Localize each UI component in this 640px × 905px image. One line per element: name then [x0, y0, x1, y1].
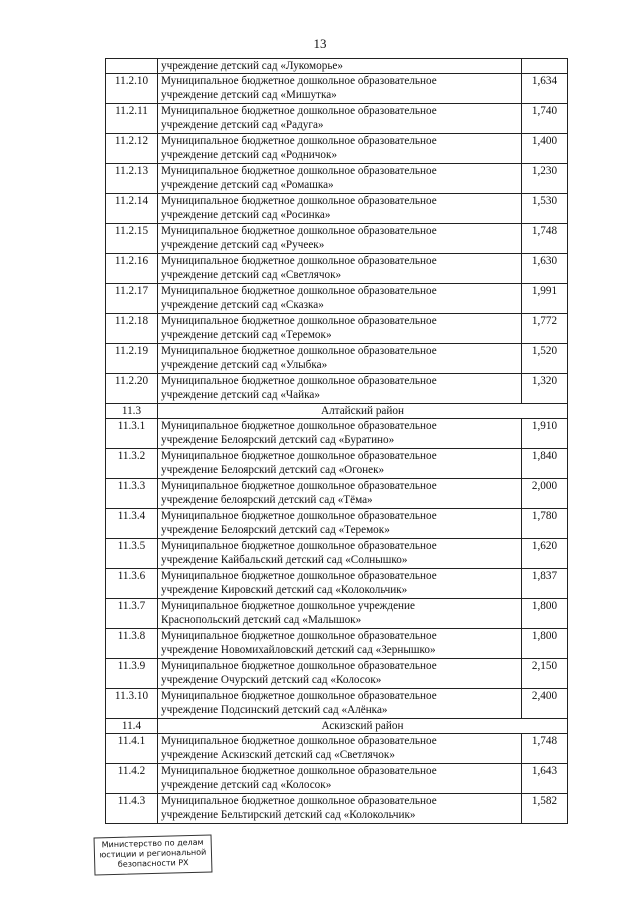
name-line: учреждение детский сад «Чайка» — [161, 389, 320, 401]
name-line: Муниципальное бюджетное дошкольное образовательное — [161, 75, 437, 87]
table-row — [106, 539, 568, 569]
name-line: Муниципальное бюджетное дошкольное образовательное — [161, 105, 437, 117]
cell-number: 11.3.4 — [106, 509, 158, 539]
name-line: Муниципальное бюджетное дошкольное образовательное — [161, 540, 437, 552]
table-row — [106, 449, 568, 479]
cell-name — [158, 569, 522, 599]
table-row — [106, 284, 568, 314]
table-row — [106, 794, 568, 824]
cell-value: 1,748 — [522, 224, 568, 254]
cell-number: 11.3.7 — [106, 599, 158, 629]
cell-name: учреждение детский сад «Лукоморье» — [158, 59, 522, 74]
institutions-table — [105, 58, 568, 824]
cell-number: 11.3.5 — [106, 539, 158, 569]
name-line: учреждение Аскизский детский сад «Светлячок» — [161, 749, 395, 761]
name-line: Муниципальное бюджетное дошкольное образовательное — [161, 660, 437, 672]
cell-value: 1,230 — [522, 164, 568, 194]
table-row — [106, 479, 568, 509]
name-line: Муниципальное бюджетное дошкольное образовательное — [161, 765, 437, 777]
table-row — [106, 314, 568, 344]
table-row — [106, 569, 568, 599]
name-line: Муниципальное бюджетное дошкольное образовательное — [161, 450, 437, 462]
cell-name — [158, 629, 522, 659]
name-line: учреждение Новомихайловский детский сад «Зернышко» — [161, 644, 436, 656]
table-row — [106, 374, 568, 404]
name-line: Муниципальное бюджетное дошкольное образовательное — [161, 135, 437, 147]
name-line: Муниципальное бюджетное дошкольное образовательное — [161, 225, 437, 237]
name-line: Муниципальное бюджетное дошкольное образовательное — [161, 345, 437, 357]
cell-number: 11.2.19 — [106, 344, 158, 374]
name-line: учреждение детский сад «Светлячок» — [161, 269, 342, 281]
cell-name — [158, 74, 522, 104]
name-line: учреждение Подсинский детский сад «Алёнка» — [161, 704, 388, 716]
cell-value: 1,800 — [522, 629, 568, 659]
section-title: Аскизский район — [158, 719, 568, 734]
name-line: Муниципальное бюджетное дошкольное образовательное — [161, 735, 437, 747]
cell-name — [158, 104, 522, 134]
cell-name — [158, 479, 522, 509]
table-row — [106, 659, 568, 689]
cell-number: 11.4.2 — [106, 764, 158, 794]
cell-name — [158, 599, 522, 629]
cell-number: 11.3.6 — [106, 569, 158, 599]
cell-number: 11.2.11 — [106, 104, 158, 134]
table-row — [106, 344, 568, 374]
cell-name — [158, 734, 522, 764]
cell-name — [158, 254, 522, 284]
name-line: Муниципальное бюджетное дошкольное образовательное — [161, 165, 437, 177]
name-line: учреждение детский сад «Колосок» — [161, 779, 332, 791]
name-line: учреждение детский сад «Родничок» — [161, 149, 338, 161]
name-line: учреждение детский сад «Ромашка» — [161, 179, 334, 191]
table-row — [106, 599, 568, 629]
name-line: учреждение детский сад «Мишутка» — [161, 89, 337, 101]
name-line: Муниципальное бюджетное дошкольное учреждение — [161, 600, 416, 612]
name-line: учреждение детский сад «Теремок» — [161, 329, 332, 341]
ministry-stamp — [94, 834, 213, 875]
name-line: учреждение детский сад «Улыбка» — [161, 359, 328, 371]
cell-name — [158, 284, 522, 314]
name-line: учреждение Кировский детский сад «Колокольчик» — [161, 584, 408, 596]
cell-number: 11.3.2 — [106, 449, 158, 479]
page-number: 13 — [313, 36, 327, 51]
name-line: учреждение Бельтирский детский сад «Колокольчик» — [161, 809, 416, 821]
table-body — [106, 59, 568, 824]
name-line: Муниципальное бюджетное дошкольное образовательное — [161, 285, 437, 297]
table-row — [106, 509, 568, 539]
cell-number: 11.2.13 — [106, 164, 158, 194]
cell-name — [158, 314, 522, 344]
cell-value: 1,748 — [522, 734, 568, 764]
stamp-line: безопасности РХ — [117, 858, 189, 869]
cell-name — [158, 689, 522, 719]
cell-name — [158, 344, 522, 374]
name-line: учреждение детский сад «Росинка» — [161, 209, 331, 221]
cell-value: 1,630 — [522, 254, 568, 284]
cell-number: 11.2.18 — [106, 314, 158, 344]
cell-value: 1,530 — [522, 194, 568, 224]
cell-value: 2,000 — [522, 479, 568, 509]
name-line: Муниципальное бюджетное дошкольное образовательное — [161, 195, 437, 207]
cell-name — [158, 509, 522, 539]
cell-value: 2,150 — [522, 659, 568, 689]
table-row — [106, 419, 568, 449]
cell-value — [522, 59, 568, 74]
cell-number: 11.3.1 — [106, 419, 158, 449]
cell-name — [158, 764, 522, 794]
cell-name — [158, 224, 522, 254]
cell-number: 11.2.15 — [106, 224, 158, 254]
cell-value: 1,582 — [522, 794, 568, 824]
cell-value: 1,772 — [522, 314, 568, 344]
section-row — [106, 719, 568, 734]
stamp-line: Министерство по делам — [101, 837, 204, 850]
cell-name — [158, 794, 522, 824]
name-line: Муниципальное бюджетное дошкольное образовательное — [161, 255, 437, 267]
table-row — [106, 254, 568, 284]
cell-name — [158, 164, 522, 194]
table-row — [106, 629, 568, 659]
table-row — [106, 134, 568, 164]
cell-number: 11.2.14 — [106, 194, 158, 224]
cell-value: 1,840 — [522, 449, 568, 479]
section-number: 11.3 — [106, 404, 158, 419]
cell-value: 1,634 — [522, 74, 568, 104]
cell-number: 11.2.16 — [106, 254, 158, 284]
cell-value: 1,800 — [522, 599, 568, 629]
cell-value: 1,837 — [522, 569, 568, 599]
name-line: учреждение детский сад «Радуга» — [161, 119, 324, 131]
name-line: Муниципальное бюджетное дошкольное образовательное — [161, 690, 437, 702]
cell-number — [106, 59, 158, 74]
table-row-continued — [106, 59, 568, 74]
cell-number: 11.4.3 — [106, 794, 158, 824]
cell-number: 11.3.3 — [106, 479, 158, 509]
cell-value: 1,520 — [522, 344, 568, 374]
cell-number: 11.3.8 — [106, 629, 158, 659]
cell-number: 11.2.10 — [106, 74, 158, 104]
stamp-line: юстиции и региональной — [99, 847, 207, 860]
name-line: учреждение детский сад «Сказка» — [161, 299, 324, 311]
cell-name — [158, 374, 522, 404]
table-row — [106, 224, 568, 254]
name-line: учреждение белоярский детский сад «Тёма» — [161, 494, 373, 506]
cell-number: 11.2.20 — [106, 374, 158, 404]
cell-value: 1,643 — [522, 764, 568, 794]
cell-name — [158, 134, 522, 164]
cell-name — [158, 419, 522, 449]
cell-number: 11.4.1 — [106, 734, 158, 764]
cell-name — [158, 659, 522, 689]
cell-value: 2,400 — [522, 689, 568, 719]
table-row — [106, 194, 568, 224]
name-line: Муниципальное бюджетное дошкольное образовательное — [161, 570, 437, 582]
section-title: Алтайский район — [158, 404, 568, 419]
table-row — [106, 764, 568, 794]
cell-number: 11.3.10 — [106, 689, 158, 719]
section-row — [106, 404, 568, 419]
name-line: учреждение Очурский детский сад «Колосок» — [161, 674, 382, 686]
table-row — [106, 104, 568, 134]
cell-value: 1,740 — [522, 104, 568, 134]
name-line: Муниципальное бюджетное дошкольное образовательное — [161, 480, 437, 492]
cell-number: 11.2.12 — [106, 134, 158, 164]
name-line: Муниципальное бюджетное дошкольное образовательное — [161, 315, 437, 327]
table-row — [106, 734, 568, 764]
cell-value: 1,910 — [522, 419, 568, 449]
name-line: учреждение детский сад «Ручеек» — [161, 239, 325, 251]
cell-number: 11.2.17 — [106, 284, 158, 314]
table-row — [106, 164, 568, 194]
name-line: Краснопольский детский сад «Малышок» — [161, 614, 362, 626]
name-line: Муниципальное бюджетное дошкольное образовательное — [161, 630, 437, 642]
cell-value: 1,620 — [522, 539, 568, 569]
table-row — [106, 74, 568, 104]
name-line: Муниципальное бюджетное дошкольное образовательное — [161, 795, 437, 807]
name-line: Муниципальное бюджетное дошкольное образовательное — [161, 510, 437, 522]
name-line: учреждение Белоярский детский сад «Буратино» — [161, 434, 395, 446]
name-line: учреждение Белоярский детский сад «Огонек» — [161, 464, 385, 476]
name-line: Муниципальное бюджетное дошкольное образовательное — [161, 420, 437, 432]
name-line: учреждение Кайбальский детский сад «Солнышко» — [161, 554, 408, 566]
cell-value: 1,400 — [522, 134, 568, 164]
name-line: учреждение Белоярский детский сад «Теремок» — [161, 524, 390, 536]
cell-name — [158, 539, 522, 569]
cell-value: 1,320 — [522, 374, 568, 404]
cell-number: 11.3.9 — [106, 659, 158, 689]
table-row — [106, 689, 568, 719]
name-line: Муниципальное бюджетное дошкольное образовательное — [161, 375, 437, 387]
cell-value: 1,780 — [522, 509, 568, 539]
section-number: 11.4 — [106, 719, 158, 734]
cell-name — [158, 194, 522, 224]
cell-name — [158, 449, 522, 479]
cell-value: 1,991 — [522, 284, 568, 314]
